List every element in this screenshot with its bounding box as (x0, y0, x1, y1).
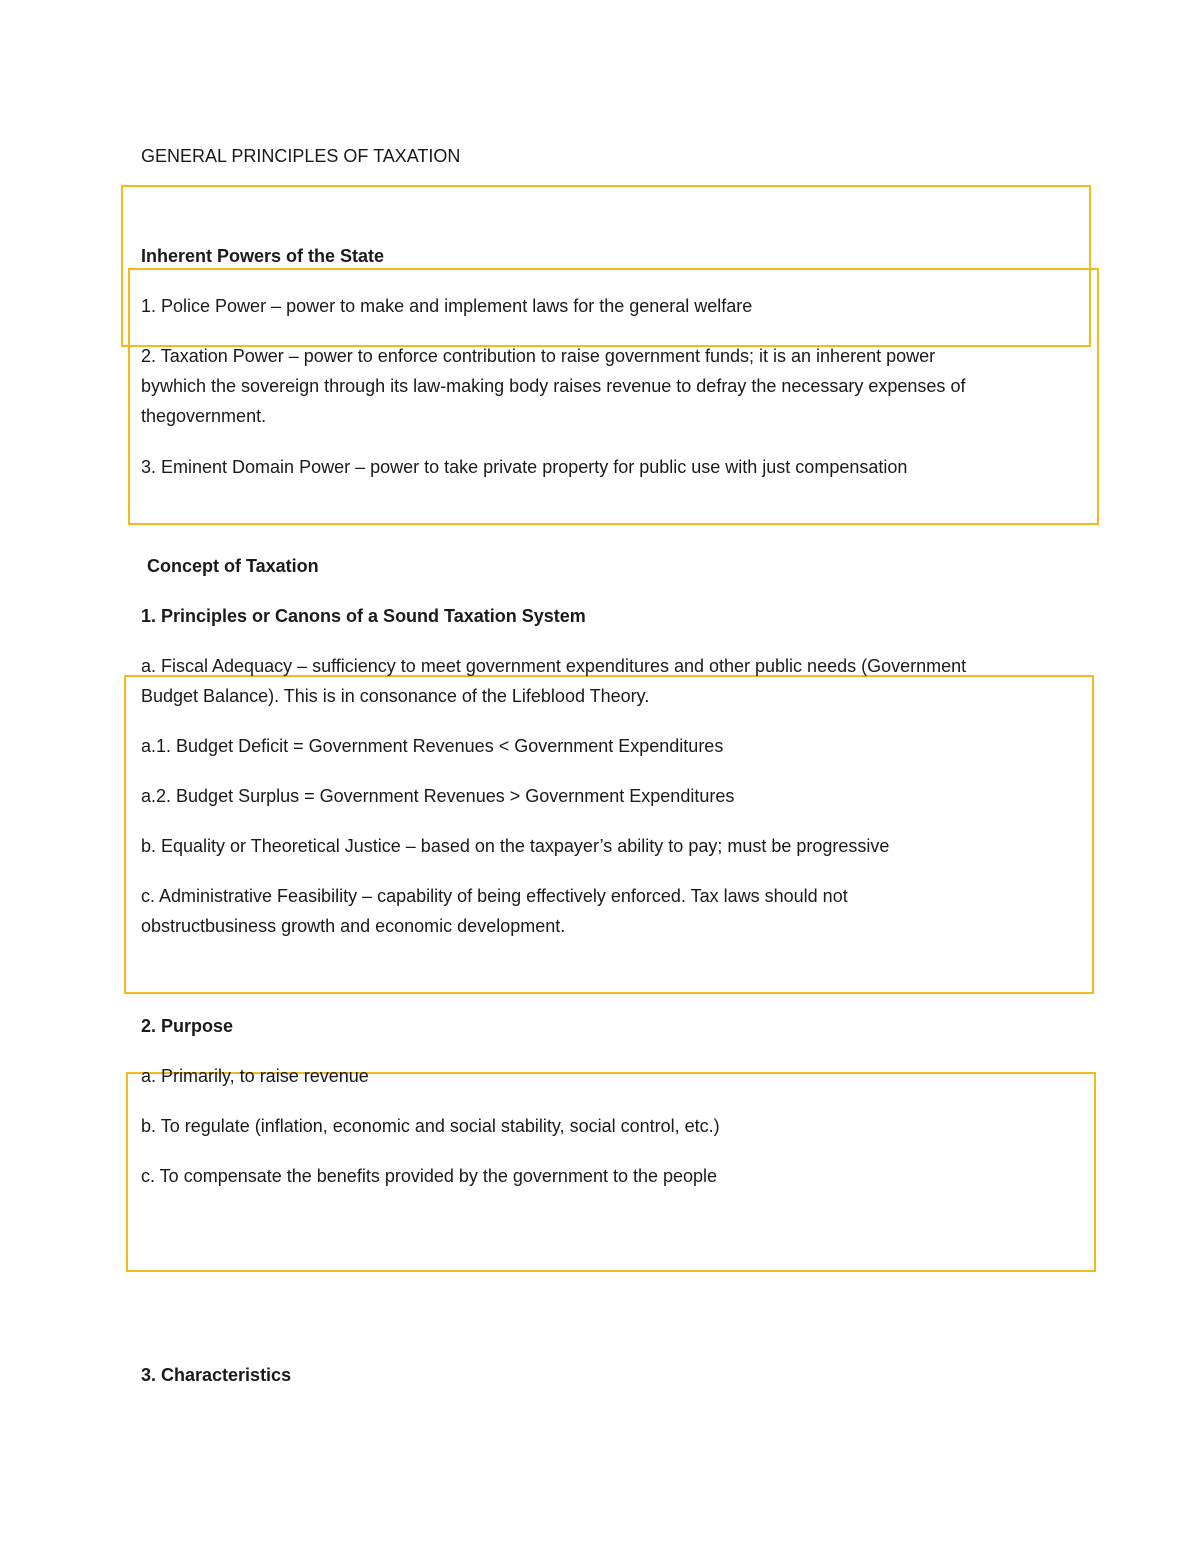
equality-item: b. Equality or Theoretical Justice – based on the taxpayer’s ability to pay; must be progressive (141, 836, 890, 856)
principles-heading: 1. Principles or Canons of a Sound Taxation System (141, 606, 586, 626)
purpose-item-a: a. Primarily, to raise revenue (141, 1066, 369, 1086)
police-power-item: 1. Police Power – power to make and implement laws for the general welfare (141, 296, 753, 316)
eminent-domain-item: 3. Eminent Domain Power – power to take private property for public use with just compensation (141, 457, 908, 477)
budget-deficit-item: a.1. Budget Deficit = Government Revenues < Government Expenditures (141, 736, 724, 756)
admin-feasibility-line1: c. Administrative Feasibility – capability of being effectively enforced. Tax laws should not (141, 886, 848, 906)
purpose-heading: 2. Purpose (141, 1016, 234, 1036)
concept-heading: Concept of Taxation (147, 556, 319, 576)
fiscal-adequacy-line1: a. Fiscal Adequacy – sufficiency to meet government expenditures and other public needs (Government (141, 656, 967, 676)
admin-feasibility-line2: obstructbusiness growth and economic development. (141, 916, 566, 936)
fiscal-adequacy-line2: Budget Balance). This is in consonance of the Lifeblood Theory. (141, 686, 650, 706)
characteristics-heading: 3. Characteristics (141, 1365, 292, 1385)
document-title: GENERAL PRINCIPLES OF TAXATION (141, 146, 461, 166)
taxation-power-line1: 2. Taxation Power – power to enforce contribution to raise government funds; it is an inherent power (141, 346, 936, 366)
taxation-power-line3: thegovernment. (141, 406, 267, 426)
purpose-item-b: b. To regulate (inflation, economic and social stability, social control, etc.) (141, 1116, 720, 1136)
budget-surplus-item: a.2. Budget Surplus = Government Revenues > Government Expenditures (141, 786, 735, 806)
inherent-powers-heading: Inherent Powers of the State (141, 246, 385, 266)
taxation-power-line2: bywhich the sovereign through its law-making body raises revenue to defray the necessary expenses of (141, 376, 966, 396)
purpose-item-c: c. To compensate the benefits provided by the government to the people (141, 1166, 718, 1186)
